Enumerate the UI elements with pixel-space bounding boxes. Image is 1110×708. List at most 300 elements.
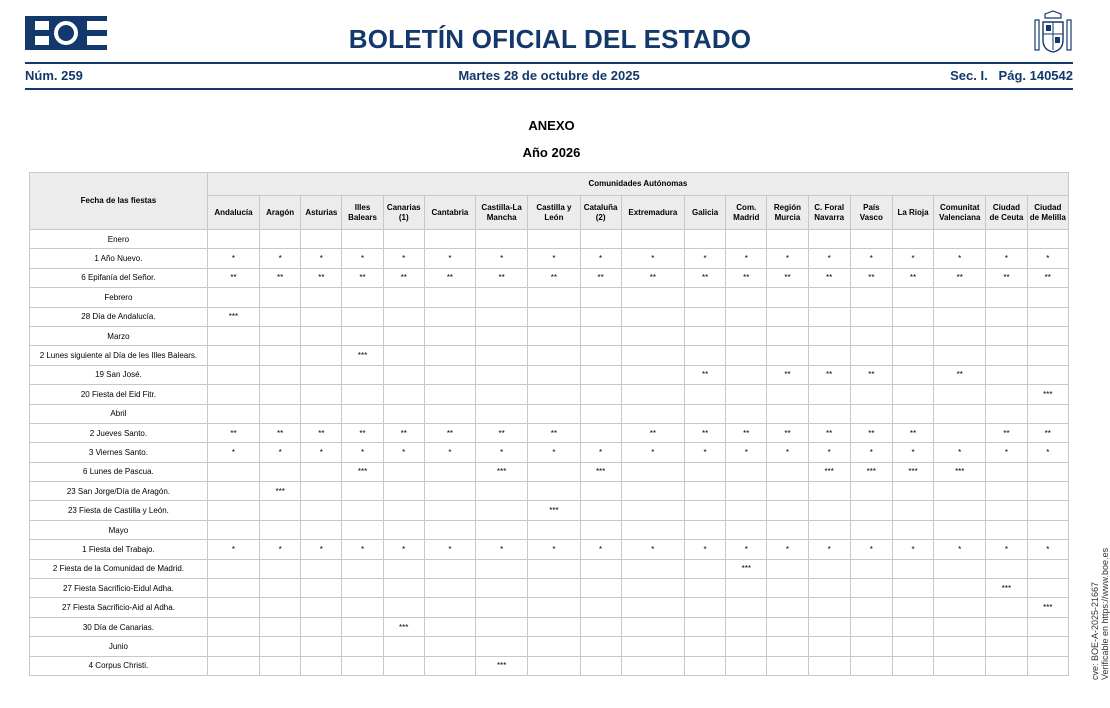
holiday-label: 28 Día de Andalucía. (30, 307, 208, 326)
holiday-cell (1027, 365, 1068, 384)
holiday-cell (808, 346, 850, 365)
cve-code: cve: BOE-A-2025-21667 (1090, 581, 1100, 680)
column-header-line: Asturias (305, 207, 338, 217)
holiday-cell (726, 288, 767, 307)
holiday-cell (528, 637, 580, 656)
column-header-line: Cantabria (431, 207, 469, 217)
holiday-cell: * (767, 249, 808, 268)
column-header-line: Madrid (733, 212, 760, 222)
holiday-cell (726, 365, 767, 384)
holiday-cell (528, 288, 580, 307)
holiday-cell: *** (207, 307, 259, 326)
holiday-row (30, 385, 1069, 404)
holiday-cell: *** (476, 462, 528, 481)
holiday-cell: *** (892, 462, 933, 481)
holiday-cell (260, 307, 301, 326)
holiday-cell (424, 482, 475, 501)
holiday-cell: ** (808, 423, 850, 442)
holiday-cell (424, 579, 475, 598)
holiday-row (30, 443, 1069, 462)
holiday-cell: ** (767, 365, 808, 384)
holiday-cell: * (476, 249, 528, 268)
holiday-cell (260, 326, 301, 345)
holiday-cell (1027, 579, 1068, 598)
holiday-cell (621, 520, 684, 539)
holiday-cell: ** (301, 423, 342, 442)
holiday-cell (986, 520, 1027, 539)
month-row (30, 288, 1069, 307)
holiday-cell: ** (1027, 268, 1068, 287)
holiday-cell (207, 288, 259, 307)
holiday-label: 27 Fiesta Sacrificio-Eidul Adha. (30, 579, 208, 598)
first-col-header: Fecha de las fiestas (30, 173, 208, 230)
holiday-cell (301, 520, 342, 539)
holiday-cell (767, 482, 808, 501)
column-header (424, 196, 475, 230)
holiday-cell (476, 385, 528, 404)
holiday-cell (260, 579, 301, 598)
holiday-cell (342, 385, 383, 404)
holiday-cell: * (850, 540, 892, 559)
holiday-cell: * (476, 540, 528, 559)
coat-of-arms-icon (1033, 10, 1073, 56)
holiday-cell (850, 385, 892, 404)
holiday-cell (580, 423, 621, 442)
holiday-cell (892, 656, 933, 675)
holiday-cell: ** (383, 268, 424, 287)
holiday-cell (383, 230, 424, 249)
holiday-row (30, 501, 1069, 520)
holiday-cell (580, 579, 621, 598)
column-header (767, 196, 808, 230)
column-header-line: Murcia (774, 212, 801, 222)
column-header-line: Galicia (691, 207, 719, 217)
holiday-cell: ** (207, 423, 259, 442)
holiday-cell: * (808, 540, 850, 559)
column-header (301, 196, 342, 230)
holiday-cell (892, 501, 933, 520)
holiday-cell: ** (934, 268, 986, 287)
holiday-cell (207, 579, 259, 598)
column-header (726, 196, 767, 230)
holiday-row (30, 346, 1069, 365)
holiday-cell: ** (726, 268, 767, 287)
holiday-cell (580, 346, 621, 365)
holiday-cell (580, 307, 621, 326)
holiday-cell (476, 482, 528, 501)
holiday-cell (580, 326, 621, 345)
column-header (1027, 196, 1068, 230)
holiday-cell: ** (260, 268, 301, 287)
holiday-label: 30 Día de Canarias. (30, 617, 208, 636)
holiday-cell (260, 656, 301, 675)
holiday-cell (207, 501, 259, 520)
column-header-line: Ciudad (1034, 202, 1062, 212)
holiday-cell (1027, 346, 1068, 365)
annex-title: ANEXO (528, 118, 575, 133)
holiday-cell: ** (424, 423, 475, 442)
holiday-label: 23 Fiesta de Castilla y León. (30, 501, 208, 520)
holiday-cell: * (383, 249, 424, 268)
holiday-cell (685, 637, 726, 656)
holiday-cell: * (726, 249, 767, 268)
holiday-cell (424, 501, 475, 520)
holiday-cell (934, 230, 986, 249)
holiday-cell: ** (476, 268, 528, 287)
holiday-cell (726, 656, 767, 675)
holiday-cell: * (621, 540, 684, 559)
holiday-cell (424, 307, 475, 326)
holiday-cell (301, 598, 342, 617)
column-header (892, 196, 933, 230)
holiday-cell (685, 520, 726, 539)
group-header: Comunidades Autónomas (207, 173, 1068, 196)
holiday-cell: ** (767, 268, 808, 287)
column-header (850, 196, 892, 230)
holiday-cell (342, 617, 383, 636)
column-header (260, 196, 301, 230)
holiday-cell (1027, 617, 1068, 636)
holiday-cell (685, 326, 726, 345)
holiday-cell (301, 385, 342, 404)
column-header-line: Cataluña (583, 202, 618, 212)
holiday-cell (767, 462, 808, 481)
holiday-cell (986, 365, 1027, 384)
holiday-cell: *** (850, 462, 892, 481)
holiday-cell: * (383, 443, 424, 462)
holiday-cell: * (726, 443, 767, 462)
holiday-cell: ** (808, 365, 850, 384)
holiday-cell (621, 288, 684, 307)
holiday-cell (580, 288, 621, 307)
holiday-cell: * (424, 540, 475, 559)
holiday-cell (850, 501, 892, 520)
holiday-cell: *** (986, 579, 1027, 598)
holiday-cell: *** (342, 462, 383, 481)
holiday-cell (892, 559, 933, 578)
holiday-cell (621, 307, 684, 326)
holiday-cell (580, 617, 621, 636)
holiday-cell (207, 559, 259, 578)
holiday-cell (621, 404, 684, 423)
holiday-cell (383, 326, 424, 345)
holiday-row (30, 482, 1069, 501)
month-label: Mayo (30, 520, 208, 539)
holiday-cell: ** (207, 268, 259, 287)
holiday-row (30, 656, 1069, 675)
column-header-line: de Melilla (1029, 212, 1066, 222)
holiday-cell (207, 462, 259, 481)
month-row (30, 520, 1069, 539)
holiday-cell (621, 559, 684, 578)
holiday-cell: * (726, 540, 767, 559)
holiday-cell (986, 501, 1027, 520)
holiday-cell (621, 501, 684, 520)
month-row (30, 230, 1069, 249)
holiday-cell: * (260, 249, 301, 268)
holiday-cell (580, 598, 621, 617)
holiday-cell (580, 404, 621, 423)
holiday-cell (1027, 326, 1068, 345)
holiday-cell (580, 501, 621, 520)
holiday-cell (767, 617, 808, 636)
holiday-cell (767, 559, 808, 578)
holiday-cell (301, 656, 342, 675)
holiday-cell (726, 346, 767, 365)
holiday-cell: ** (383, 423, 424, 442)
holiday-cell (1027, 520, 1068, 539)
holiday-cell: * (685, 249, 726, 268)
holiday-cell: *** (1027, 385, 1068, 404)
holiday-cell (476, 520, 528, 539)
holiday-cell (767, 520, 808, 539)
holiday-cell (342, 230, 383, 249)
holiday-cell (685, 462, 726, 481)
holiday-cell (207, 520, 259, 539)
holiday-cell (528, 462, 580, 481)
holiday-cell: ** (850, 268, 892, 287)
holiday-row (30, 617, 1069, 636)
holiday-cell (685, 404, 726, 423)
holiday-cell: * (621, 443, 684, 462)
column-header (207, 196, 259, 230)
holiday-cell (767, 326, 808, 345)
holiday-cell: ** (685, 268, 726, 287)
column-header (808, 196, 850, 230)
holiday-cell (986, 288, 1027, 307)
column-header (342, 196, 383, 230)
holiday-cell (621, 656, 684, 675)
column-header-line: Aragón (266, 207, 295, 217)
holiday-cell (808, 617, 850, 636)
holiday-cell (528, 365, 580, 384)
holiday-cell: * (424, 249, 475, 268)
column-header-line: de Ceuta (989, 212, 1024, 222)
holiday-cell (342, 288, 383, 307)
holiday-cell (892, 288, 933, 307)
holiday-cell (850, 617, 892, 636)
month-label: Marzo (30, 326, 208, 345)
issue-date: Martes 28 de octubre de 2025 (458, 68, 640, 83)
issue-number: Núm. 259 (25, 68, 83, 83)
holiday-cell: * (767, 540, 808, 559)
holiday-cell (260, 637, 301, 656)
holiday-cell: * (580, 443, 621, 462)
holiday-cell (1027, 482, 1068, 501)
holiday-cell (621, 579, 684, 598)
holiday-cell: ** (934, 365, 986, 384)
holiday-cell (767, 346, 808, 365)
holiday-cell (726, 617, 767, 636)
holiday-cell (301, 288, 342, 307)
holiday-cell (342, 365, 383, 384)
section-page: Sec. I. Pág. 140542 (950, 68, 1073, 83)
holiday-cell (621, 385, 684, 404)
holiday-cell (986, 230, 1027, 249)
holiday-cell: *** (342, 346, 383, 365)
holiday-cell: * (934, 540, 986, 559)
holiday-row (30, 559, 1069, 578)
month-label: Febrero (30, 288, 208, 307)
holiday-row (30, 268, 1069, 287)
holiday-cell (685, 617, 726, 636)
holiday-cell (808, 501, 850, 520)
holiday-cell (850, 326, 892, 345)
holiday-label: 6 Epifanía del Señor. (30, 268, 208, 287)
column-header-line: Com. (736, 202, 757, 212)
holiday-cell (383, 559, 424, 578)
holiday-cell (424, 230, 475, 249)
holiday-cell (528, 482, 580, 501)
holiday-cell (767, 579, 808, 598)
column-header-line: C. Foral (814, 202, 845, 212)
holiday-cell (342, 598, 383, 617)
holiday-cell (621, 230, 684, 249)
holiday-row (30, 307, 1069, 326)
holiday-cell: * (301, 249, 342, 268)
holiday-cell (808, 288, 850, 307)
holiday-cell (850, 579, 892, 598)
holiday-cell (726, 501, 767, 520)
holiday-row (30, 579, 1069, 598)
page-title: BOLETÍN OFICIAL DEL ESTADO (348, 24, 752, 54)
holiday-cell: * (260, 443, 301, 462)
holiday-cell (424, 365, 475, 384)
holiday-cell (808, 637, 850, 656)
holiday-cell (850, 307, 892, 326)
holiday-cell: * (986, 540, 1027, 559)
holiday-cell (342, 307, 383, 326)
holiday-cell (934, 617, 986, 636)
holiday-cell (260, 230, 301, 249)
holiday-cell (207, 404, 259, 423)
holiday-cell (383, 656, 424, 675)
year-title: Año 2026 (522, 145, 581, 160)
holiday-cell (476, 365, 528, 384)
column-header (986, 196, 1027, 230)
holiday-cell: ** (892, 423, 933, 442)
holiday-cell: * (207, 540, 259, 559)
holiday-cell (580, 482, 621, 501)
holiday-cell: * (580, 249, 621, 268)
holiday-cell: ** (850, 423, 892, 442)
holiday-cell (986, 559, 1027, 578)
holiday-cell (207, 385, 259, 404)
holiday-cell: ** (528, 268, 580, 287)
holiday-cell (301, 346, 342, 365)
holiday-cell (580, 365, 621, 384)
holiday-cell (424, 288, 475, 307)
holiday-cell: ** (808, 268, 850, 287)
holiday-cell: * (260, 540, 301, 559)
holiday-cell (621, 326, 684, 345)
holiday-cell (685, 230, 726, 249)
holiday-cell: *** (1027, 598, 1068, 617)
holiday-cell (726, 482, 767, 501)
holiday-cell: * (580, 540, 621, 559)
holiday-cell (528, 656, 580, 675)
holiday-cell (383, 598, 424, 617)
holidays-table (29, 172, 1069, 676)
holiday-cell: * (207, 443, 259, 462)
holiday-cell (528, 617, 580, 636)
holiday-cell (207, 230, 259, 249)
holiday-cell (892, 637, 933, 656)
holiday-cell (808, 579, 850, 598)
holiday-cell (726, 598, 767, 617)
holiday-cell: * (1027, 249, 1068, 268)
holiday-cell: ** (580, 268, 621, 287)
holiday-cell (767, 501, 808, 520)
holiday-cell (301, 637, 342, 656)
holiday-cell: * (1027, 540, 1068, 559)
holiday-cell (580, 637, 621, 656)
holiday-cell (934, 307, 986, 326)
holiday-cell (892, 598, 933, 617)
holiday-cell: ** (260, 423, 301, 442)
holiday-cell: *** (808, 462, 850, 481)
holiday-cell: * (301, 443, 342, 462)
holiday-cell: * (808, 249, 850, 268)
holiday-cell (528, 326, 580, 345)
holiday-cell: * (850, 249, 892, 268)
holiday-cell (301, 501, 342, 520)
holiday-cell (476, 326, 528, 345)
holiday-cell: * (767, 443, 808, 462)
holiday-cell (934, 423, 986, 442)
holiday-cell (383, 637, 424, 656)
holiday-cell (685, 482, 726, 501)
column-header (621, 196, 684, 230)
holiday-cell (892, 326, 933, 345)
holiday-cell (383, 520, 424, 539)
holiday-cell (383, 462, 424, 481)
holiday-label: 23 San Jorge/Día de Aragón. (30, 482, 208, 501)
column-header-line: Illes (354, 202, 371, 212)
holiday-label: 27 Fiesta Sacrificio-Aid al Adha. (30, 598, 208, 617)
holiday-cell: ** (621, 268, 684, 287)
holiday-cell (1027, 559, 1068, 578)
holiday-cell: * (383, 540, 424, 559)
holiday-cell (476, 404, 528, 423)
column-header-line: Andalucía (214, 207, 253, 217)
holiday-cell (580, 230, 621, 249)
holiday-cell (726, 230, 767, 249)
holiday-cell: * (207, 249, 259, 268)
holiday-cell (726, 520, 767, 539)
holiday-cell (892, 307, 933, 326)
column-header-line: Navarra (814, 212, 845, 222)
holiday-cell (476, 579, 528, 598)
column-header-line: Vasco (859, 212, 883, 222)
holiday-cell (621, 598, 684, 617)
holiday-cell: ** (986, 268, 1027, 287)
holiday-cell (476, 230, 528, 249)
holiday-cell (685, 346, 726, 365)
column-header (383, 196, 424, 230)
holiday-cell (1027, 307, 1068, 326)
holiday-cell (685, 559, 726, 578)
holiday-cell (424, 520, 475, 539)
holiday-cell (476, 598, 528, 617)
holiday-cell (934, 326, 986, 345)
column-header (685, 196, 726, 230)
holiday-cell (301, 617, 342, 636)
holiday-cell (528, 579, 580, 598)
holiday-cell (986, 346, 1027, 365)
holiday-cell (726, 637, 767, 656)
holiday-cell: *** (726, 559, 767, 578)
